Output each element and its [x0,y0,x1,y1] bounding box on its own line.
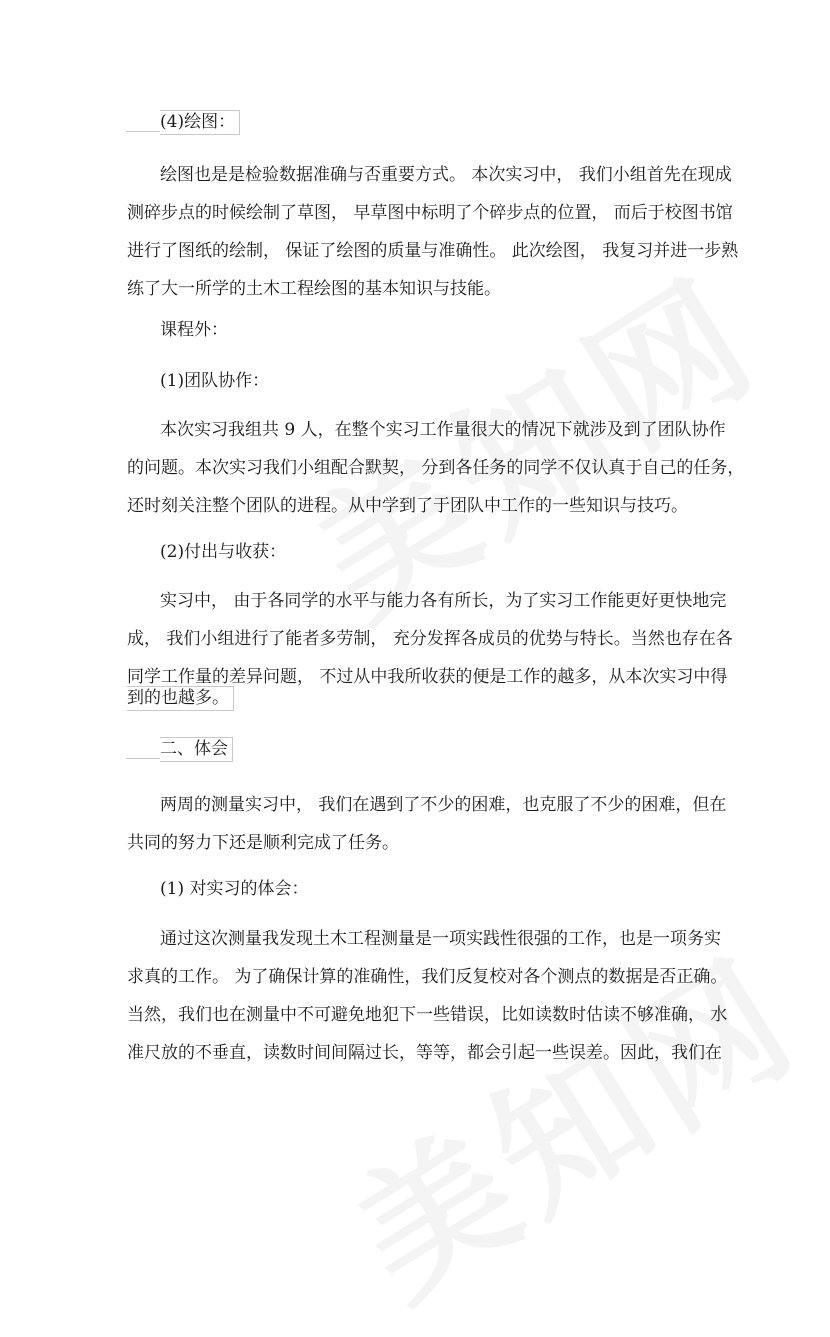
paragraph-line: 同学工作量的差异问题， 不过从中我所收获的便是工作的越多，从本次实习中得 [127,667,728,687]
heading-rule [126,131,160,132]
paragraph-line: 求真的工作。 为了确保计算的准确性，我们反复校对各个测点的数据是否正确。 [127,967,728,987]
paragraph-line: 准尺放的不垂直，读数时间间隔过长，等等，都会引起一些误差。因此，我们在 [127,1043,722,1063]
paragraph-line: 通过这次测量我发现土木工程测量是一项实践性很强的工作，也是一项务实 [160,929,721,949]
watermark [309,899,830,1337]
section-heading: (1)团队协作： [160,371,270,391]
section-heading: (1) 对实习的体会： [160,879,309,899]
paragraph-line: 到的也越多。 [127,686,234,711]
paragraph-line: 当然，我们也在测量中不可避免地犯下一些错误，比如读数时估读不够准确， 水 [127,1005,728,1025]
paragraph-line: 共同的努力下还是顺利完成了任务。 [127,833,399,853]
paragraph-line: 的问题。本次实习我们小组配合默契， 分到各任务的同学不仅认真于自己的任务， [127,458,745,478]
section-heading: 课程外： [160,320,228,340]
section-heading: (4)绘图： [160,110,240,135]
section-heading: (2)付出与收获： [160,542,287,562]
paragraph-line: 本次实习我组共 9 人，在整个实习工作量很大的情况下就涉及到了团队协作 [160,420,726,440]
paragraph-line: 实习中， 由于各同学的水平与能力各有所长，为了实习工作能更好更快地完 [160,591,727,611]
section-heading: 二、体会 [160,737,233,762]
paragraph-line: 两周的测量实习中， 我们在遇到了不少的困难，也克服了不少的困难，但在 [160,795,727,815]
paragraph-line: 还时刻关注整个团队的进程。从中学到了于团队中工作的一些知识与技巧。 [127,496,688,516]
paragraph-line: 练了大一所学的土木工程绘图的基本知识与技能。 [127,279,501,299]
paragraph-line: 测碎步点的时候绘制了草图， 早草图中标明了个碎步点的位置， 而后于校图书馆 [127,203,733,223]
paragraph-line: 成， 我们小组进行了能者多劳制， 充分发挥各成员的优势与特长。当然也存在各 [127,629,733,649]
heading-rule [126,758,160,759]
paragraph-line: 进行了图纸的绘制， 保证了绘图的质量与准确性。 此次绘图， 我复习并进一步熟 [127,241,739,261]
paragraph-line: 绘图也是是检验数据准确与否重要方式。 本次实习中， 我们小组首先在现成 [160,165,732,185]
